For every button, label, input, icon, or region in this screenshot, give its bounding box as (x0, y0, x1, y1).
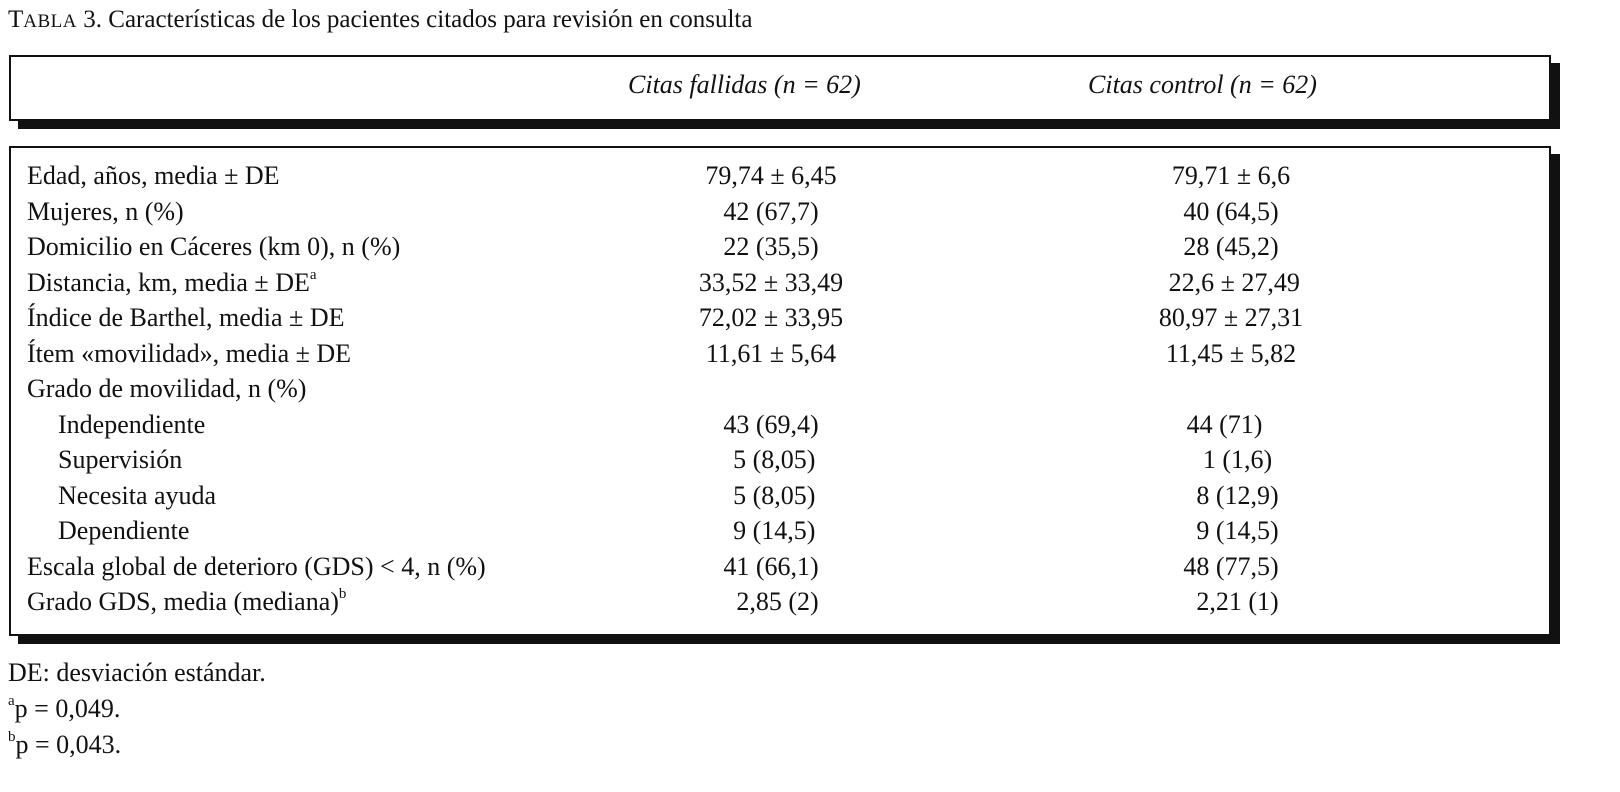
row-label (27, 194, 184, 230)
row-label (58, 407, 205, 443)
cell-control: 2,21 (1) (1183, 587, 1279, 616)
footnote-a (8, 691, 120, 727)
table-row (11, 407, 1549, 443)
cell-failed: 2,85 (2) (723, 587, 819, 616)
cell-failed: 79,74 ± 6,45 (705, 161, 837, 190)
row-label-footnote-marker: b (338, 586, 347, 603)
row-label-text: Grado de movilidad, n (%) (27, 374, 307, 403)
table-row (11, 336, 1549, 372)
table-row (11, 265, 1549, 301)
footnote-de (8, 655, 266, 691)
table-row (11, 229, 1549, 265)
cell-control: 9 (14,5) (1183, 516, 1279, 545)
table-title (8, 4, 752, 38)
table-row (11, 549, 1549, 585)
table-row (11, 194, 1549, 230)
row-label-text: Supervisión (58, 445, 183, 474)
cell-control: 11,45 ± 5,82 (1165, 338, 1297, 368)
row-label-text: Domicilio en Cáceres (km 0), n (%) (27, 232, 401, 261)
cell-failed: 11,61 ± 5,64 (705, 338, 837, 368)
title-prefix-small: ABLA (23, 11, 78, 32)
row-label-text: Escala global de deterioro (GDS) < 4, n (%) (27, 551, 486, 581)
row-label (58, 513, 189, 549)
row-label (27, 549, 486, 585)
footnote-a-text: p = 0,049. (14, 694, 121, 723)
cell-failed: 5 (8,05) (726, 480, 816, 510)
row-label (27, 336, 351, 372)
table-row (11, 371, 1549, 407)
cell-control: 44 (71) (1186, 409, 1276, 439)
cell-control: 22,6 ± 27,49 (1162, 267, 1300, 297)
row-label-text: Independiente (58, 409, 206, 439)
row-label (27, 371, 306, 407)
footnote-b (8, 727, 121, 763)
table-row (11, 442, 1549, 478)
column-header-control: Citas control (n = 62) (1088, 70, 1317, 99)
row-label (58, 442, 182, 478)
row-label-text: Necesita ayuda (58, 480, 217, 510)
row-label-text: Índice de Barthel, media ± DE (27, 303, 345, 332)
table-row (11, 584, 1549, 620)
table-row (11, 513, 1549, 549)
cell-failed: 9 (14,5) (726, 516, 816, 545)
footnote-b-text: p = 0,043. (15, 730, 122, 759)
cell-failed: 33,52 ± 33,49 (698, 267, 844, 297)
table-header-box (9, 55, 1551, 121)
cell-control: 79,71 ± 6,6 (1171, 161, 1291, 190)
title-text: Características de los pacientes citados para revisión en consulta (108, 6, 753, 33)
row-label (58, 478, 216, 514)
row-label (27, 300, 344, 336)
row-label (27, 158, 280, 194)
cell-failed: 5 (8,05) (726, 445, 816, 474)
row-label-text: Edad, años, media ± DE (27, 161, 280, 190)
row-label (27, 229, 400, 265)
cell-failed: 42 (67,7) (723, 196, 819, 226)
cell-control: 48 (77,5) (1183, 551, 1279, 581)
row-label (27, 265, 317, 301)
footnote-b-marker: b (8, 729, 16, 746)
cell-control: 28 (45,2) (1183, 232, 1279, 261)
row-label-text: Mujeres, n (%) (27, 196, 184, 226)
cell-control: 40 (64,5) (1183, 196, 1279, 226)
table-row (11, 158, 1549, 194)
row-label-footnote-marker: a (309, 266, 317, 283)
cell-control: 1 (1,6) (1189, 445, 1273, 474)
row-label-text: Grado GDS, media (mediana) (27, 587, 339, 616)
row-label-text: Ítem «movilidad», media ± DE (27, 338, 352, 368)
row-label (27, 584, 346, 620)
cell-control: 8 (12,9) (1183, 480, 1279, 510)
table-row (11, 478, 1549, 514)
cell-failed: 22 (35,5) (723, 232, 819, 261)
cell-control: 80,97 ± 27,31 (1158, 303, 1304, 332)
column-header-failed: Citas fallidas (n = 62) (628, 70, 861, 99)
footnote-de-text: DE: desviación estándar. (8, 658, 266, 687)
footnote-a-marker: a (8, 693, 15, 710)
row-label-text: Dependiente (58, 516, 190, 545)
cell-failed: 41 (66,1) (723, 551, 819, 581)
table-body-box (9, 146, 1551, 636)
title-number: 3. (83, 6, 103, 33)
table-row (11, 300, 1549, 336)
cell-failed: 72,02 ± 33,95 (698, 303, 844, 332)
cell-failed: 43 (69,4) (723, 409, 819, 439)
title-prefix-big: T (8, 6, 24, 33)
row-label-text: Distancia, km, media ± DE (27, 267, 310, 297)
